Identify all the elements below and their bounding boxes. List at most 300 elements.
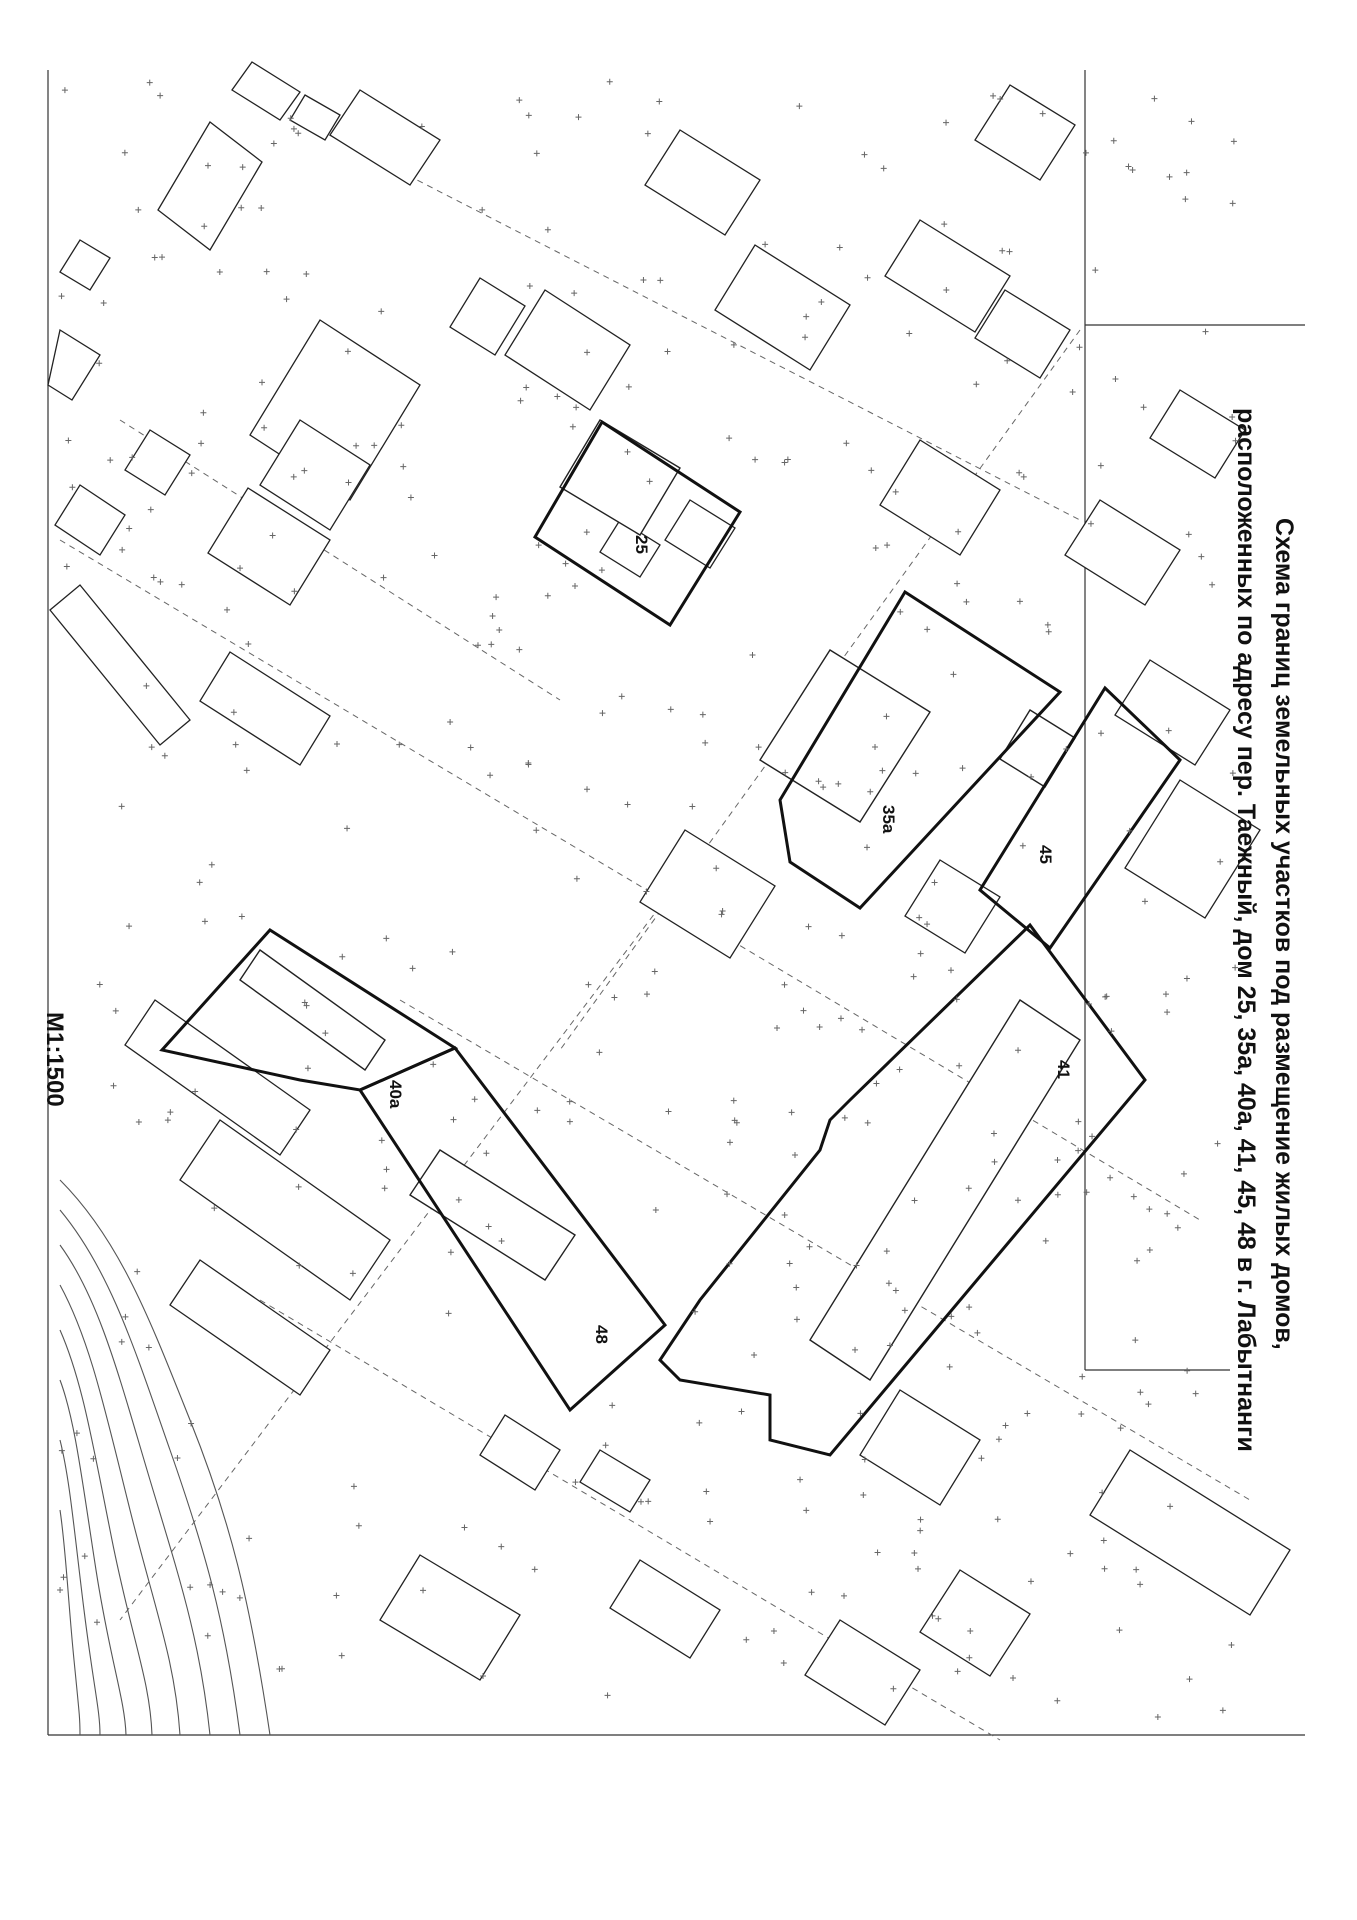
survey-mark — [147, 80, 153, 86]
survey-mark — [605, 1692, 611, 1698]
survey-mark — [807, 1244, 813, 1250]
survey-mark — [724, 1191, 730, 1197]
survey-mark — [516, 97, 522, 103]
survey-mark — [239, 914, 245, 920]
survey-mark — [915, 1566, 921, 1572]
survey-mark — [526, 112, 532, 118]
building — [580, 1450, 650, 1512]
survey-mark — [157, 93, 163, 99]
survey-mark — [237, 1595, 243, 1601]
survey-mark — [941, 221, 947, 227]
plot-boundaries — [162, 422, 1180, 1455]
survey-mark — [1054, 1698, 1060, 1704]
survey-mark — [665, 1109, 671, 1115]
survey-mark — [344, 825, 350, 831]
survey-mark — [1055, 1192, 1061, 1198]
survey-mark — [1137, 1581, 1143, 1587]
survey-mark — [101, 300, 107, 306]
survey-mark — [817, 1024, 823, 1030]
survey-mark — [378, 308, 384, 314]
building — [665, 500, 735, 568]
survey-mark — [159, 254, 165, 260]
survey-mark — [956, 1063, 962, 1069]
survey-mark — [567, 1099, 573, 1105]
building — [330, 90, 440, 185]
building — [920, 1570, 1030, 1676]
survey-mark — [1186, 531, 1192, 537]
survey-mark — [1101, 1538, 1107, 1544]
building — [125, 430, 190, 495]
survey-mark — [918, 1517, 924, 1523]
survey-mark — [284, 296, 290, 302]
survey-mark — [574, 876, 580, 882]
survey-mark — [493, 594, 499, 600]
survey-mark — [751, 1352, 757, 1358]
survey-mark — [1220, 1707, 1226, 1713]
survey-mark — [752, 457, 758, 463]
survey-mark — [787, 1261, 793, 1267]
survey-mark — [430, 1061, 436, 1067]
survey-mark — [59, 293, 65, 299]
survey-mark — [1184, 975, 1190, 981]
survey-mark — [955, 1668, 961, 1674]
survey-mark — [1147, 1247, 1153, 1253]
survey-mark — [841, 1593, 847, 1599]
survey-mark — [861, 152, 867, 158]
survey-mark — [61, 1574, 67, 1580]
building — [905, 860, 1000, 953]
building — [48, 330, 100, 400]
building — [715, 245, 850, 370]
survey-mark — [652, 969, 658, 975]
survey-mark — [626, 384, 632, 390]
survey-mark — [146, 1345, 152, 1351]
survey-mark — [1017, 598, 1023, 604]
survey-mark — [782, 1212, 788, 1218]
survey-mark — [398, 422, 404, 428]
survey-mark — [162, 753, 168, 759]
survey-mark — [122, 150, 128, 156]
survey-mark — [881, 165, 887, 171]
survey-mark — [1111, 138, 1117, 144]
survey-mark — [303, 271, 309, 277]
survey-mark — [518, 398, 524, 404]
survey-mark — [523, 385, 529, 391]
survey-mark — [179, 582, 185, 588]
survey-mark — [1028, 1578, 1034, 1584]
survey-mark — [122, 1314, 128, 1320]
survey-mark — [1175, 1225, 1181, 1231]
survey-mark — [516, 647, 522, 653]
survey-mark — [911, 974, 917, 980]
survey-mark — [339, 954, 345, 960]
survey-mark — [490, 613, 496, 619]
survey-mark — [868, 467, 874, 473]
survey-mark — [792, 1152, 798, 1158]
survey-mark — [498, 1544, 504, 1550]
survey-mark — [599, 567, 605, 573]
survey-mark — [472, 1096, 478, 1102]
survey-mark — [806, 924, 812, 930]
survey-mark — [897, 1067, 903, 1073]
survey-mark — [1228, 1642, 1234, 1648]
survey-mark — [151, 574, 157, 580]
survey-mark — [1070, 389, 1076, 395]
contour-lines — [60, 1180, 270, 1735]
survey-mark — [727, 1139, 733, 1145]
survey-mark — [567, 1119, 573, 1125]
survey-mark — [782, 982, 788, 988]
survey-mark — [924, 626, 930, 632]
survey-mark — [653, 1207, 659, 1213]
survey-mark — [82, 1553, 88, 1559]
survey-mark — [703, 1488, 709, 1494]
survey-mark — [572, 1479, 578, 1485]
survey-mark — [295, 130, 301, 136]
survey-mark — [563, 561, 569, 567]
survey-mark — [702, 740, 708, 746]
survey-mark — [1184, 1368, 1190, 1374]
survey-mark — [224, 607, 230, 613]
survey-mark — [148, 507, 154, 513]
survey-mark — [396, 742, 402, 748]
survey-mark — [136, 1119, 142, 1125]
survey-mark — [383, 935, 389, 941]
survey-mark — [152, 255, 158, 261]
survey-mark — [749, 652, 755, 658]
survey-mark — [865, 275, 871, 281]
survey-mark — [1020, 843, 1026, 849]
survey-mark — [800, 1008, 806, 1014]
survey-mark — [859, 1027, 865, 1033]
survey-mark — [483, 1150, 489, 1156]
survey-mark — [1133, 1567, 1139, 1573]
survey-mark — [1046, 629, 1052, 635]
survey-mark — [246, 1535, 252, 1541]
survey-mark — [449, 949, 455, 955]
survey-mark — [1079, 1374, 1085, 1380]
survey-mark — [603, 1442, 609, 1448]
survey-mark — [157, 579, 163, 585]
survey-mark — [525, 761, 531, 767]
survey-mark — [536, 542, 542, 548]
survey-mark — [64, 564, 70, 570]
survey-mark — [534, 150, 540, 156]
survey-mark — [1167, 174, 1173, 180]
survey-mark — [1164, 1211, 1170, 1217]
survey-mark — [960, 765, 966, 771]
survey-mark — [1015, 1197, 1021, 1203]
survey-mark — [545, 227, 551, 233]
survey-mark — [545, 593, 551, 599]
building — [55, 485, 125, 555]
survey-mark — [198, 440, 204, 446]
survey-mark — [126, 526, 132, 532]
plot-label-48: 48 — [592, 1325, 611, 1344]
survey-mark — [1164, 1009, 1170, 1015]
survey-mark — [995, 1516, 1001, 1522]
survey-mark — [774, 1025, 780, 1031]
survey-mark — [1188, 118, 1194, 124]
survey-mark — [446, 1310, 452, 1316]
survey-mark — [1003, 1423, 1009, 1429]
building — [1090, 1450, 1290, 1615]
survey-mark — [1155, 1714, 1161, 1720]
survey-mark — [534, 1107, 540, 1113]
survey-mark — [796, 103, 802, 109]
survey-mark — [657, 277, 663, 283]
survey-mark — [379, 1137, 385, 1143]
streets — [60, 120, 1250, 1740]
survey-mark — [1142, 898, 1148, 904]
survey-mark — [1132, 1337, 1138, 1343]
survey-mark — [200, 410, 206, 416]
survey-mark — [572, 583, 578, 589]
survey-mark — [258, 205, 264, 211]
survey-mark — [906, 331, 912, 337]
survey-mark — [351, 1483, 357, 1489]
survey-mark — [1107, 1175, 1113, 1181]
survey-mark — [259, 379, 265, 385]
survey-mark — [950, 671, 956, 677]
survey-mark — [838, 1015, 844, 1021]
survey-mark — [789, 1109, 795, 1115]
survey-mark — [911, 1550, 917, 1556]
survey-mark — [917, 1528, 923, 1534]
survey-mark — [149, 744, 155, 750]
survey-mark — [948, 967, 954, 973]
building — [975, 85, 1075, 180]
building — [1065, 500, 1180, 605]
survey-mark — [797, 1477, 803, 1483]
survey-mark — [432, 553, 438, 559]
survey-mark — [57, 1587, 63, 1593]
survey-mark — [1130, 167, 1136, 173]
survey-mark — [1075, 1148, 1081, 1154]
survey-mark — [1184, 170, 1190, 176]
survey-mark — [1163, 991, 1169, 997]
survey-mark — [794, 1316, 800, 1322]
survey-mark — [220, 1589, 226, 1595]
plot-label-35a: 35а — [879, 805, 898, 834]
survey-mark — [843, 440, 849, 446]
survey-mark — [408, 495, 414, 501]
plot-label-40a: 40а — [386, 1080, 405, 1109]
survey-mark — [696, 1420, 702, 1426]
survey-mark — [1045, 622, 1051, 628]
survey-mark — [488, 641, 494, 647]
survey-mark — [803, 1507, 809, 1513]
survey-mark — [187, 1584, 193, 1590]
survey-mark — [731, 342, 737, 348]
survey-mark — [167, 1109, 173, 1115]
survey-mark — [884, 542, 890, 548]
survey-mark — [990, 93, 996, 99]
survey-mark — [607, 79, 613, 85]
survey-mark — [609, 1402, 615, 1408]
map-title-line-1: Схема границ земельных участков под размещение жилых домов, — [1270, 518, 1298, 1350]
survey-mark — [974, 1330, 980, 1336]
survey-mark — [1007, 249, 1013, 255]
scale-label: М1:1500 — [41, 1012, 68, 1107]
survey-mark — [69, 484, 75, 490]
survey-mark — [978, 1455, 984, 1461]
survey-mark — [1010, 1675, 1016, 1681]
building — [860, 1390, 980, 1505]
survey-mark — [1118, 1425, 1124, 1431]
survey-mark — [864, 844, 870, 850]
survey-mark — [1077, 344, 1083, 350]
survey-mark — [873, 545, 879, 551]
survey-mark — [782, 459, 788, 465]
survey-mark — [1024, 1410, 1030, 1416]
survey-mark — [860, 1492, 866, 1498]
building — [60, 240, 110, 290]
survey-mark — [1098, 463, 1104, 469]
building — [380, 1555, 520, 1680]
survey-mark — [1112, 376, 1118, 382]
survey-mark — [1116, 1627, 1122, 1633]
building — [158, 122, 262, 250]
survey-mark — [996, 1436, 1002, 1442]
building — [200, 652, 330, 765]
survey-mark — [197, 879, 203, 885]
survey-mark — [96, 360, 102, 366]
survey-mark — [119, 803, 125, 809]
survey-mark — [837, 244, 843, 250]
survey-mark — [585, 982, 591, 988]
survey-mark — [333, 1592, 339, 1598]
survey-mark — [119, 1339, 125, 1345]
survey-mark — [726, 435, 732, 441]
survey-mark — [62, 87, 68, 93]
survey-mark — [475, 642, 481, 648]
survey-mark — [584, 529, 590, 535]
survey-mark — [839, 933, 845, 939]
survey-mark — [1137, 1389, 1143, 1395]
survey-mark — [461, 1525, 467, 1531]
building — [170, 1260, 330, 1395]
survey-mark — [785, 456, 791, 462]
survey-mark — [573, 404, 579, 410]
survey-mark — [205, 1633, 211, 1639]
survey-mark — [189, 470, 195, 476]
survey-mark — [1134, 1258, 1140, 1264]
survey-mark — [668, 706, 674, 712]
survey-mark — [554, 393, 560, 399]
survey-mark — [1181, 1171, 1187, 1177]
survey-mark — [943, 120, 949, 126]
survey-mark — [739, 1409, 745, 1415]
survey-mark — [1078, 1411, 1084, 1417]
survey-mark — [625, 801, 631, 807]
survey-mark — [599, 710, 605, 716]
survey-mark — [244, 767, 250, 773]
survey-mark — [963, 599, 969, 605]
survey-mark — [731, 1098, 737, 1104]
survey-mark — [640, 277, 646, 283]
survey-mark — [447, 719, 453, 725]
survey-mark — [334, 741, 340, 747]
survey-mark — [638, 1499, 644, 1505]
survey-mark — [1131, 1194, 1137, 1200]
survey-mark — [619, 693, 625, 699]
survey-mark — [1067, 1551, 1073, 1557]
survey-mark — [1092, 267, 1098, 273]
survey-mark — [1209, 582, 1215, 588]
survey-mark — [174, 1455, 180, 1461]
survey-mark — [1198, 554, 1204, 560]
survey-mark — [873, 1080, 879, 1086]
survey-mark — [468, 744, 474, 750]
survey-mark — [913, 770, 919, 776]
survey-mark — [1146, 1206, 1152, 1212]
survey-mark — [1126, 164, 1132, 170]
survey-mark — [1182, 196, 1188, 202]
survey-mark — [973, 381, 979, 387]
survey-mark — [119, 547, 125, 553]
survey-mark — [575, 114, 581, 120]
buildings — [48, 62, 1290, 1725]
building — [50, 585, 190, 745]
survey-mark — [291, 126, 297, 132]
survey-mark — [665, 349, 671, 355]
survey-mark — [793, 1285, 799, 1291]
survey-mark — [188, 1420, 194, 1426]
survey-mark — [97, 982, 103, 988]
building — [805, 1620, 920, 1725]
survey-mark — [1021, 474, 1027, 480]
survey-mark — [947, 1364, 953, 1370]
survey-mark — [233, 742, 239, 748]
survey-mark — [305, 1065, 311, 1071]
survey-mark — [966, 1304, 972, 1310]
survey-mark — [1102, 994, 1108, 1000]
map-title-line-2: расположенных по адресу пер. Таежный, дом 25, 35а, 40а, 41, 45, 48 в г. Лабытнанги — [1232, 408, 1260, 1452]
survey-mark — [1145, 1401, 1151, 1407]
survey-mark — [897, 609, 903, 615]
building — [645, 130, 760, 235]
survey-mark — [1141, 404, 1147, 410]
building — [880, 440, 1000, 555]
survey-mark — [645, 131, 651, 137]
survey-mark — [1083, 150, 1089, 156]
survey-mark — [245, 641, 251, 647]
survey-mark — [356, 1523, 362, 1529]
survey-mark — [1098, 730, 1104, 736]
survey-mark — [264, 269, 270, 275]
survey-mark — [410, 965, 416, 971]
survey-mark — [645, 1498, 651, 1504]
survey-mark — [1187, 1676, 1193, 1682]
survey-mark — [382, 1185, 388, 1191]
survey-mark — [448, 1249, 454, 1255]
plot-label-25: 25 — [632, 535, 651, 554]
survey-mark — [707, 1519, 713, 1525]
survey-mark — [400, 464, 406, 470]
survey-mark — [1215, 1141, 1221, 1147]
plot-label-41: 41 — [1054, 1060, 1073, 1079]
survey-mark — [571, 290, 577, 296]
survey-mark — [1055, 1157, 1061, 1163]
survey-mark — [496, 627, 502, 633]
building — [232, 62, 300, 120]
survey-mark — [134, 1269, 140, 1275]
survey-mark — [271, 141, 277, 147]
survey-mark — [570, 424, 576, 430]
survey-mark — [865, 1120, 871, 1126]
survey-mark — [1102, 1566, 1108, 1572]
